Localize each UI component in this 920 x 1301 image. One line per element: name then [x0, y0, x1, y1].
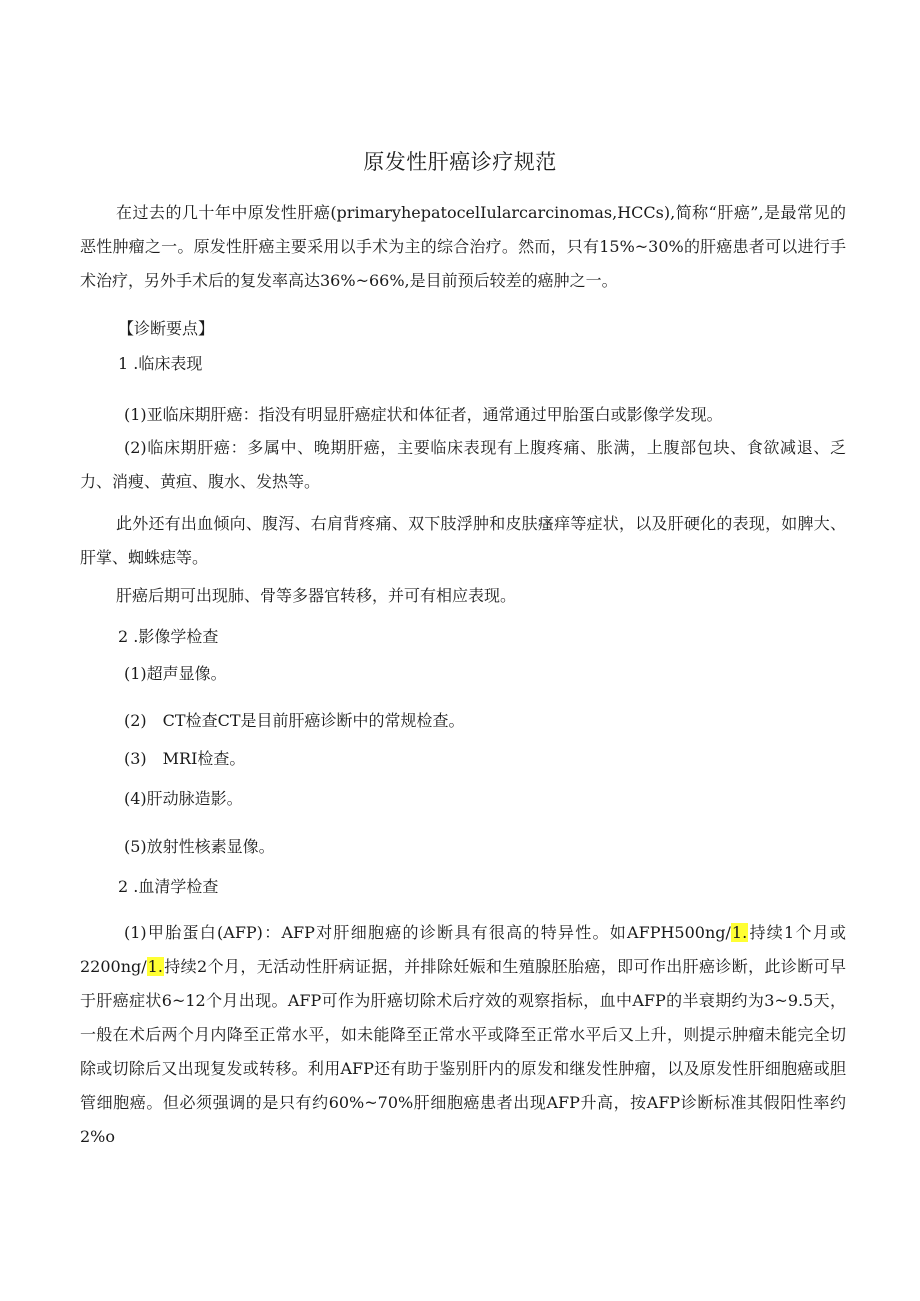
clinical-extra: 此外还有出血倾向、腹泻、右肩背疼痛、双下肢浮肿和皮肤瘙痒等症状，以及肝硬化的表现，如脾大、肝掌、蜘蛛痣等。 [80, 514, 846, 567]
afp-text-b: 持续1个月或 [748, 923, 846, 942]
intro-paragraph: 在过去的几十年中原发性肝癌(primaryhepatocelIularcarcinomas,HCCs),简称“肝癌”,是最常见的恶性肿瘤之一。原发性肝癌主要采用以手术为主的综合治疗。然而，只有15%~30%的肝癌患者可以进行手术治疗，另外手术后的复发率高达36%~66%,是目前预后较差的癌肿之一。 [80, 203, 846, 290]
heading-serology: 2 .血清学检查 [118, 877, 219, 896]
clinical-late: 肝癌后期可出现肺、骨等多器官转移，并可有相应表现。 [116, 586, 517, 605]
heading-imaging: 2 .影像学检查 [118, 627, 219, 646]
heading-clinical: 1 .临床表现 [118, 354, 203, 373]
imaging-item-4: (4)肝动脉造影。 [124, 789, 243, 808]
section-heading: 【诊断要点】 [118, 319, 215, 338]
afp-text-a: (1)甲胎蛋白(AFP)：AFP对肝细胞癌的诊断具有很高的特异性。如AFPH500ng/ [124, 923, 731, 942]
imaging-item-3: (3) MRI检查。 [124, 749, 246, 768]
imaging-item-1: (1)超声显像。 [124, 664, 227, 683]
highlight-mark: 1. [731, 923, 748, 942]
clinical-item-1: (1)亚临床期肝癌：指没有明显肝癌症状和体征者，通常通过甲胎蛋白或影像学发现。 [124, 405, 723, 424]
afp-text-c: 2200ng/ [80, 957, 147, 976]
page-title: 原发性肝癌诊疗规范 [363, 150, 557, 174]
highlight-mark: 1. [147, 957, 163, 976]
afp-text-d: 持续2个月，无活动性肝病证据，并排除妊娠和生殖腺胚胎癌，即可作出肝癌诊断，此诊断可早于肝癌症状6~12个月出现。AFP可作为肝癌切除术后疗效的观察指标，血中AFP的半衰期约为3~9.5天，一般在术后两个月内降至正常水平，如未能降至正常水平或降至正常水平后又上升，则提示肿瘤未能完全切除或切除后又出现复发或转移。利用AFP还有助于鉴别肝内的原发和继发性肿瘤，以及原发性肝细胞癌或胆管细胞癌。但必须强调的是只有约60%~70%肝细胞癌患者出现AFP升高，按AFP诊断标准其假阳性率约2%o [80, 957, 846, 1146]
serology-paragraph [80, 916, 846, 1154]
imaging-item-5: (5)放射性核素显像。 [124, 837, 275, 856]
imaging-item-2: (2) CT检查CT是目前肝癌诊断中的常规检查。 [124, 711, 465, 730]
clinical-item-2: (2)临床期肝癌：多属中、晚期肝癌，主要临床表现有上腹疼痛、胀满，上腹部包块、食欲减退、乏力、消瘦、黄疸、腹水、发热等。 [80, 438, 846, 491]
